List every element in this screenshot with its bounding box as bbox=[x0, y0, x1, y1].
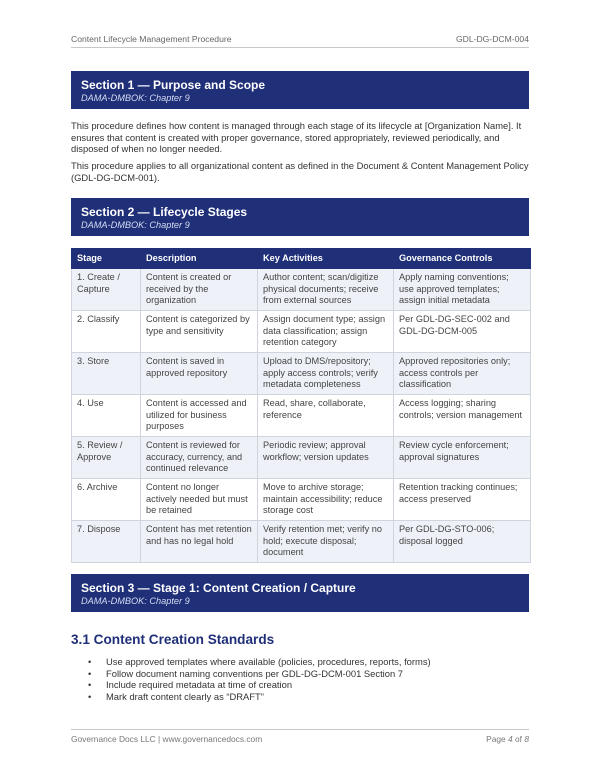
cell-controls: Review cycle enforcement; approval signatures bbox=[394, 437, 531, 479]
creation-standards-list bbox=[88, 656, 529, 702]
bullet-icon: • bbox=[88, 667, 92, 679]
page-label: Page bbox=[486, 734, 506, 744]
cell-description: Content is categorized by type and sensitivity bbox=[141, 311, 258, 353]
cell-controls: Apply naming conventions; use approved templates; assign initial metadata bbox=[394, 269, 531, 311]
cell-controls: Retention tracking continues; access preserved bbox=[394, 479, 531, 521]
cell-description: Content is saved in approved repository bbox=[141, 353, 258, 395]
list-item-text: Use approved templates where available (policies, procedures, reports, forms) bbox=[106, 656, 431, 667]
cell-stage: 7. Dispose bbox=[72, 521, 141, 563]
document-title: Content Lifecycle Management Procedure bbox=[71, 34, 232, 44]
cell-controls: Per GDL-DG-SEC-002 and GDL-DG-DCM-005 bbox=[394, 311, 531, 353]
page-current: 4 bbox=[508, 734, 513, 744]
section-2-banner bbox=[71, 198, 529, 236]
table-row bbox=[72, 269, 531, 311]
section-2-title: Section 2 — Lifecycle Stages bbox=[81, 205, 248, 219]
section-2-subtitle: DAMA-DMBOK: Chapter 9 bbox=[81, 220, 190, 230]
section-1-title: Section 1 — Purpose and Scope bbox=[81, 78, 266, 92]
cell-stage: 6. Archive bbox=[72, 479, 141, 521]
column-header-key-activities: Key Activities bbox=[258, 249, 394, 269]
table-row bbox=[72, 311, 531, 353]
cell-stage: 4. Use bbox=[72, 395, 141, 437]
cell-activities: Move to archive storage; maintain accessibility; reduce storage cost bbox=[258, 479, 394, 521]
cell-description: Content has met retention and has no legal hold bbox=[141, 521, 258, 563]
table-row bbox=[72, 521, 531, 563]
column-header-description: Description bbox=[141, 249, 258, 269]
purpose-paragraph: This procedure defines how content is managed through each stage of its lifecycle at [Organization Name]. It ensures that content is created with proper governance, stored appropriately, reviewed periodically, and disposed of when no longer needed. bbox=[71, 120, 522, 155]
table-row bbox=[72, 437, 531, 479]
subsection-heading: 3.1 Content Creation Standards bbox=[71, 632, 275, 647]
cell-activities: Read, share, collaborate, reference bbox=[258, 395, 394, 437]
document-code: GDL-DG-DCM-004 bbox=[455, 34, 529, 44]
list-item bbox=[88, 668, 529, 680]
cell-activities: Assign document type; assign data classification; assign retention category bbox=[258, 311, 394, 353]
section-1-subtitle: DAMA-DMBOK: Chapter 9 bbox=[81, 93, 190, 103]
cell-description: Content is created or received by the organization bbox=[141, 269, 258, 311]
page-header bbox=[71, 34, 529, 48]
list-item-text: Include required metadata at time of creation bbox=[106, 679, 293, 691]
section-1-banner bbox=[71, 71, 529, 109]
page-total: 8 bbox=[524, 734, 529, 744]
bullet-icon: • bbox=[88, 690, 92, 702]
bullet-icon: • bbox=[88, 679, 92, 691]
section-3-subtitle: DAMA-DMBOK: Chapter 9 bbox=[81, 596, 190, 606]
page-of: of bbox=[515, 734, 522, 744]
list-item-text: Mark draft content clearly as “DRAFT” bbox=[106, 690, 264, 702]
bullet-icon: • bbox=[88, 656, 92, 667]
cell-description: Content no longer actively needed but must be retained bbox=[141, 479, 258, 521]
table-row bbox=[72, 479, 531, 521]
cell-activities: Author content; scan/digitize physical documents; receive from external sources bbox=[258, 269, 394, 311]
cell-description: Content is reviewed for accuracy, currency, and continued relevance bbox=[141, 437, 258, 479]
scope-paragraph: This procedure applies to all organizational content as defined in the Document & Content Management Policy (GDL-DG-DCM-001). bbox=[71, 160, 529, 183]
section-3-title: Section 3 — Stage 1: Content Creation / Capture bbox=[81, 581, 356, 595]
cell-controls: Approved repositories only; access controls per classification bbox=[394, 353, 531, 395]
section-3-banner bbox=[71, 574, 529, 612]
table-row bbox=[72, 395, 531, 437]
cell-stage: 2. Classify bbox=[72, 311, 141, 353]
column-header-governance-controls: Governance Controls bbox=[394, 249, 531, 269]
table-row bbox=[72, 353, 531, 395]
column-header-stage: Stage bbox=[72, 249, 141, 269]
lifecycle-stages-table bbox=[71, 248, 531, 563]
page-number bbox=[486, 734, 529, 744]
cell-activities: Verify retention met; verify no hold; execute disposal; document bbox=[258, 521, 394, 563]
cell-stage: 3. Store bbox=[72, 353, 141, 395]
cell-description: Content is accessed and utilized for business purposes bbox=[141, 395, 258, 437]
page-footer bbox=[71, 729, 529, 744]
list-item bbox=[88, 679, 529, 691]
cell-activities: Periodic review; approval workflow; version updates bbox=[258, 437, 394, 479]
list-item bbox=[88, 656, 529, 668]
cell-controls: Per GDL-DG-STO-006; disposal logged bbox=[394, 521, 531, 563]
list-item bbox=[88, 691, 529, 703]
cell-stage: 1. Create / Capture bbox=[72, 269, 141, 311]
table-header-row bbox=[72, 249, 531, 269]
footer-company: Governance Docs LLC | www.governancedocs.com bbox=[71, 734, 263, 744]
list-item-text: Follow document naming conventions per GDL-DG-DCM-001 Section 7 bbox=[106, 667, 404, 679]
cell-stage: 5. Review / Approve bbox=[72, 437, 141, 479]
cell-controls: Access logging; sharing controls; version management bbox=[394, 395, 531, 437]
cell-activities: Upload to DMS/repository; apply access controls; verify metadata completeness bbox=[258, 353, 394, 395]
